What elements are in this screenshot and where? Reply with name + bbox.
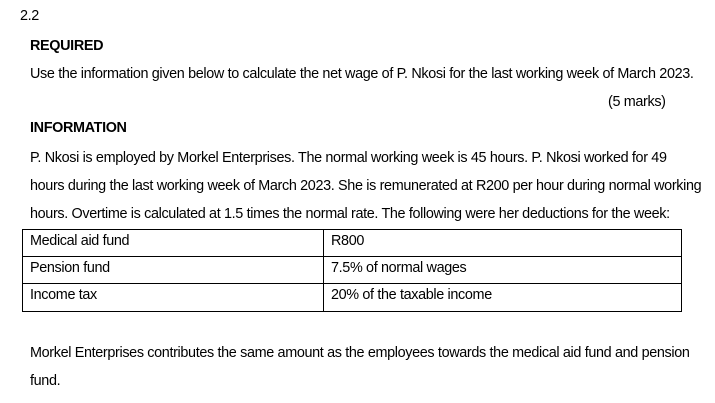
table-row: [23, 230, 682, 257]
deduction-amount: R800: [324, 230, 682, 257]
deductions-table: [22, 229, 682, 312]
required-heading: REQUIRED: [30, 38, 104, 54]
information-line: hours during the last working week of March 2023. She is remunerated at R200 per hour during normal working: [30, 178, 702, 194]
deduction-item: Medical aid fund: [23, 230, 324, 257]
information-heading: INFORMATION: [30, 120, 127, 136]
deduction-item: Income tax: [23, 284, 324, 312]
deduction-item: Pension fund: [23, 257, 324, 284]
footer-line: fund.: [30, 373, 61, 389]
footer-line: Morkel Enterprises contributes the same amount as the employees towards the medical aid fund and pension: [30, 345, 690, 361]
deduction-amount: 7.5% of normal wages: [324, 257, 682, 284]
information-line: hours. Overtime is calculated at 1.5 times the normal rate. The following were her deductions for the week:: [30, 206, 670, 222]
table-row: [23, 257, 682, 284]
table-row: [23, 284, 682, 312]
deduction-amount: 20% of the taxable income: [324, 284, 682, 312]
instruction-text: Use the information given below to calculate the net wage of P. Nkosi for the last working week of March 2023.: [30, 66, 694, 82]
marks-label: (5 marks): [608, 94, 666, 110]
section-number: 2.2: [20, 8, 39, 24]
information-line: P. Nkosi is employed by Morkel Enterprises. The normal working week is 45 hours. P. Nkosi worked for 49: [30, 150, 667, 166]
